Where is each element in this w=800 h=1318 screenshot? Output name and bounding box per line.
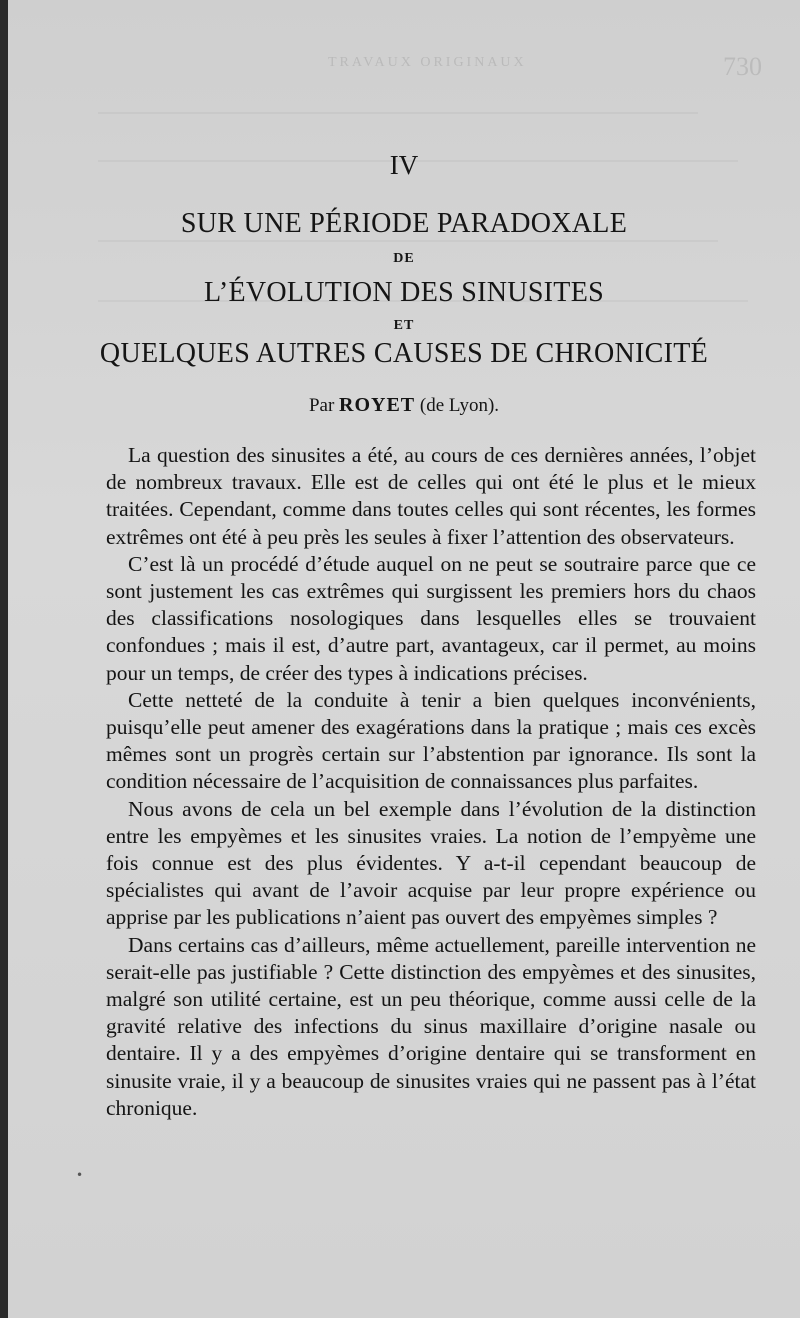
chapter-title-line-1: SUR UNE PÉRIODE PARADOXALE bbox=[180, 208, 628, 239]
byline-prefix: Par bbox=[308, 395, 340, 416]
bleed-line bbox=[98, 240, 718, 242]
chapter-connector-de: DE bbox=[393, 251, 415, 266]
margin-mark: • bbox=[76, 1168, 84, 1182]
byline bbox=[8, 394, 800, 417]
bleed-line bbox=[98, 112, 698, 114]
paragraph: La question des sinusites a été, au cours de ces dernières années, l’objet de nombreux travaux. Elle est de celles qui ont été le plus et le mieux traitées. Cependant, comme dans toutes celles qui sont récentes, les formes extrêmes ont été à peu près les seules à fixer l’attention des observateurs. bbox=[106, 443, 756, 549]
book-page bbox=[8, 0, 800, 1318]
paragraph: Dans certains cas d’ailleurs, même actuellement, pareille intervention ne serait-elle pas justifiable ? Cette distinction des empyèmes et des sinusites, malgré son utilité certaine, est un peu théorique, comme aussi celle de la gravité relative des infections du sinus maxillaire d’origine nasale ou dentaire. Il y a des empyèmes d’origine dentaire qui se transforment en sinusite vraie, il y a beaucoup de sinusites vraies qui ne passent pas à l’état chronique. bbox=[106, 932, 756, 1120]
chapter-connector-et: ET bbox=[393, 318, 415, 333]
chapter-title-line-2: L’ÉVOLUTION DES SINUSITES bbox=[203, 277, 604, 308]
chapter-title-line-3: QUELQUES AUTRES CAUSES DE CHRONICITÉ bbox=[99, 338, 709, 369]
byline-author: ROYET bbox=[339, 394, 416, 416]
article-body bbox=[106, 442, 756, 1122]
bleed-page-number: 730 bbox=[723, 52, 762, 81]
byline-suffix: (de Lyon). bbox=[415, 395, 500, 416]
paragraph: C’est là un procédé d’étude auquel on ne peut se soutraire parce que ce sont justement les cas extrêmes qui surgissent les premiers hors du chaos des classifications nosologiques dans lesquelles elles se trouvaient confondues ; mais il est, d’autre part, avantageux, car il permet, au moins pour un temps, de créer des types à indications précises. bbox=[106, 551, 756, 685]
bleed-running-head: TRAVAUX ORIGINAUX bbox=[328, 55, 527, 70]
paragraph: Nous avons de cela un bel exemple dans l’évolution de la distinction entre les empyèmes et les sinusites vraies. La notion de l’empyème une fois connue est des plus évidentes. Y a-t-il cependant beaucoup de spécialistes qui avant de l’avoir acquise par leur propre expérience ou apprise par les publications n’aient pas ouvert des empyèmes simples ? bbox=[106, 796, 756, 930]
paragraph: Cette netteté de la conduite à tenir a bien quelques inconvénients, puisqu’elle peut amener des exagérations dans la pratique ; mais ces excès mêmes sont un progrès certain sur l’abstention par ignorance. Ils sont la condition nécessaire de l’acquisition de connaissances plus parfaites. bbox=[106, 687, 756, 794]
chapter-number: IV bbox=[389, 150, 419, 180]
